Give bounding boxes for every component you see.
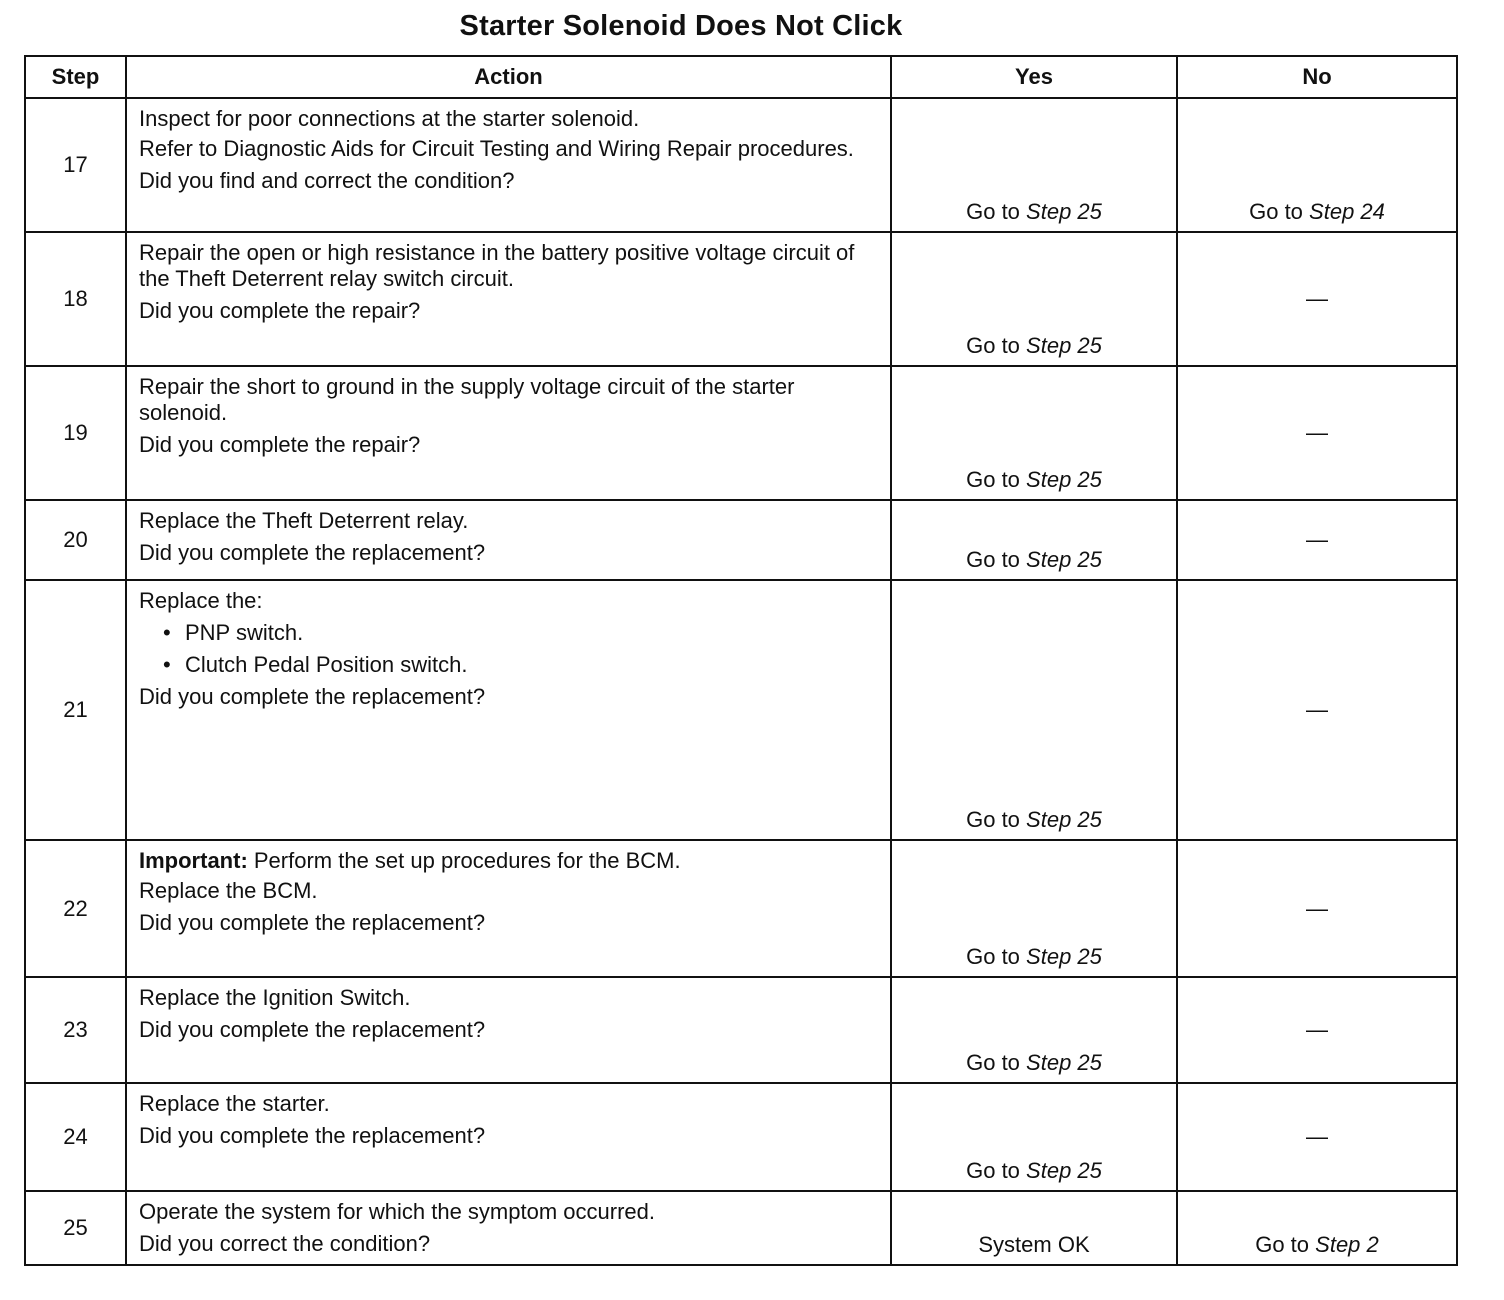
yes-cell bbox=[891, 98, 1177, 232]
yes-cell bbox=[891, 840, 1177, 977]
step-number: 25 bbox=[25, 1191, 126, 1265]
step-reference: Step 25 bbox=[1026, 547, 1102, 572]
list-item: • Clutch Pedal Position switch. bbox=[185, 652, 878, 678]
yes-cell bbox=[891, 366, 1177, 500]
step-reference: Step 25 bbox=[1026, 467, 1102, 492]
go-to-label: Go to bbox=[1249, 199, 1303, 224]
yes-cell bbox=[891, 500, 1177, 580]
no-cell bbox=[1177, 232, 1457, 366]
list-item: • PNP switch. bbox=[185, 620, 878, 646]
table-row bbox=[25, 500, 1457, 580]
question-text: Did you complete the replacement? bbox=[139, 910, 486, 935]
action-text: Inspect for poor connections at the starter solenoid. bbox=[139, 106, 640, 131]
yes-cell bbox=[891, 580, 1177, 840]
question-text: Did you complete the repair? bbox=[139, 298, 421, 323]
action-cell bbox=[126, 232, 891, 366]
action-cell bbox=[126, 977, 891, 1083]
dash-mark: — bbox=[1306, 697, 1328, 722]
table-row bbox=[25, 1083, 1457, 1191]
question-text: Did you complete the replacement? bbox=[139, 1017, 486, 1042]
header-action: Action bbox=[126, 56, 891, 98]
action-text: Replace the starter. bbox=[139, 1091, 330, 1116]
yes-cell bbox=[891, 1191, 1177, 1265]
table-row bbox=[25, 977, 1457, 1083]
go-to-label: Go to bbox=[966, 333, 1020, 358]
action-cell bbox=[126, 98, 891, 232]
step-reference: Step 25 bbox=[1026, 333, 1102, 358]
action-text: Repair the open or high resistance in the battery positive voltage circuit of the Theft Deterrent relay switch circuit. bbox=[139, 240, 855, 291]
action-text: Refer to Diagnostic Aids for Circuit Testing and Wiring Repair procedures. bbox=[139, 136, 854, 161]
step-reference: Step 25 bbox=[1026, 944, 1102, 969]
action-text: Operate the system for which the symptom occurred. bbox=[139, 1199, 655, 1224]
step-number: 18 bbox=[25, 232, 126, 366]
step-reference: Step 25 bbox=[1026, 1158, 1102, 1183]
step-number: 22 bbox=[25, 840, 126, 977]
step-number: 20 bbox=[25, 500, 126, 580]
action-cell bbox=[126, 840, 891, 977]
step-number: 17 bbox=[25, 98, 126, 232]
yes-cell bbox=[891, 232, 1177, 366]
yes-cell bbox=[891, 1083, 1177, 1191]
step-reference: Step 2 bbox=[1315, 1232, 1379, 1257]
step-number: 23 bbox=[25, 977, 126, 1083]
go-to-label: Go to bbox=[966, 547, 1020, 572]
dash-mark: — bbox=[1306, 420, 1328, 445]
dash-mark: — bbox=[1306, 527, 1328, 552]
system-ok-text: System OK bbox=[978, 1232, 1090, 1257]
table-header-row bbox=[25, 56, 1457, 98]
no-cell bbox=[1177, 1083, 1457, 1191]
header-yes: Yes bbox=[891, 56, 1177, 98]
no-cell bbox=[1177, 840, 1457, 977]
question-text: Did you complete the repair? bbox=[139, 432, 421, 457]
go-to-label: Go to bbox=[966, 467, 1020, 492]
step-number: 19 bbox=[25, 366, 126, 500]
step-reference: Step 24 bbox=[1309, 199, 1385, 224]
no-cell bbox=[1177, 366, 1457, 500]
go-to-label: Go to bbox=[966, 1050, 1020, 1075]
step-reference: Step 25 bbox=[1026, 199, 1102, 224]
page-title: Starter Solenoid Does Not Click bbox=[459, 10, 903, 42]
action-text: Replace the Theft Deterrent relay. bbox=[139, 508, 469, 533]
important-note bbox=[139, 848, 878, 874]
action-cell bbox=[126, 1083, 891, 1191]
question-text: Did you complete the replacement? bbox=[139, 684, 486, 709]
no-cell bbox=[1177, 1191, 1457, 1265]
question-text: Did you complete the replacement? bbox=[139, 1123, 486, 1148]
go-to-label: Go to bbox=[966, 807, 1020, 832]
go-to-label: Go to bbox=[966, 1158, 1020, 1183]
action-text: Repair the short to ground in the supply voltage circuit of the starter solenoid. bbox=[139, 374, 795, 425]
action-text: Replace the: bbox=[139, 588, 263, 613]
bullet-list bbox=[139, 620, 878, 678]
action-cell bbox=[126, 580, 891, 840]
table-row bbox=[25, 1191, 1457, 1265]
table-row bbox=[25, 580, 1457, 840]
table-row bbox=[25, 840, 1457, 977]
header-no: No bbox=[1177, 56, 1457, 98]
action-text: Replace the Ignition Switch. bbox=[139, 985, 411, 1010]
action-cell bbox=[126, 366, 891, 500]
step-reference: Step 25 bbox=[1026, 1050, 1102, 1075]
dash-mark: — bbox=[1306, 895, 1328, 921]
table-row bbox=[25, 98, 1457, 232]
table-row bbox=[25, 232, 1457, 366]
action-cell bbox=[126, 1191, 891, 1265]
action-cell bbox=[126, 500, 891, 580]
no-cell bbox=[1177, 977, 1457, 1083]
diagnostic-table bbox=[24, 55, 1458, 1266]
dash-mark: — bbox=[1306, 1124, 1328, 1149]
dash-mark: — bbox=[1306, 286, 1328, 311]
go-to-label: Go to bbox=[966, 199, 1020, 224]
step-number: 24 bbox=[25, 1083, 126, 1191]
question-text: Did you complete the replacement? bbox=[139, 540, 486, 565]
go-to-label: Go to bbox=[1255, 1232, 1310, 1257]
important-text: Perform the set up procedures for the BCM. bbox=[247, 848, 681, 873]
no-cell bbox=[1177, 500, 1457, 580]
question-text: Did you correct the condition? bbox=[139, 1231, 431, 1256]
action-text: Replace the BCM. bbox=[139, 878, 318, 903]
no-cell bbox=[1177, 580, 1457, 840]
go-to-label: Go to bbox=[966, 944, 1020, 969]
yes-cell bbox=[891, 977, 1177, 1083]
question-text: Did you find and correct the condition? bbox=[139, 168, 515, 193]
no-cell bbox=[1177, 98, 1457, 232]
header-step: Step bbox=[25, 56, 126, 98]
step-number: 21 bbox=[25, 580, 126, 840]
dash-mark: — bbox=[1306, 1017, 1328, 1042]
important-label: Important: bbox=[139, 848, 248, 873]
step-reference: Step 25 bbox=[1026, 807, 1102, 832]
table-row bbox=[25, 366, 1457, 500]
